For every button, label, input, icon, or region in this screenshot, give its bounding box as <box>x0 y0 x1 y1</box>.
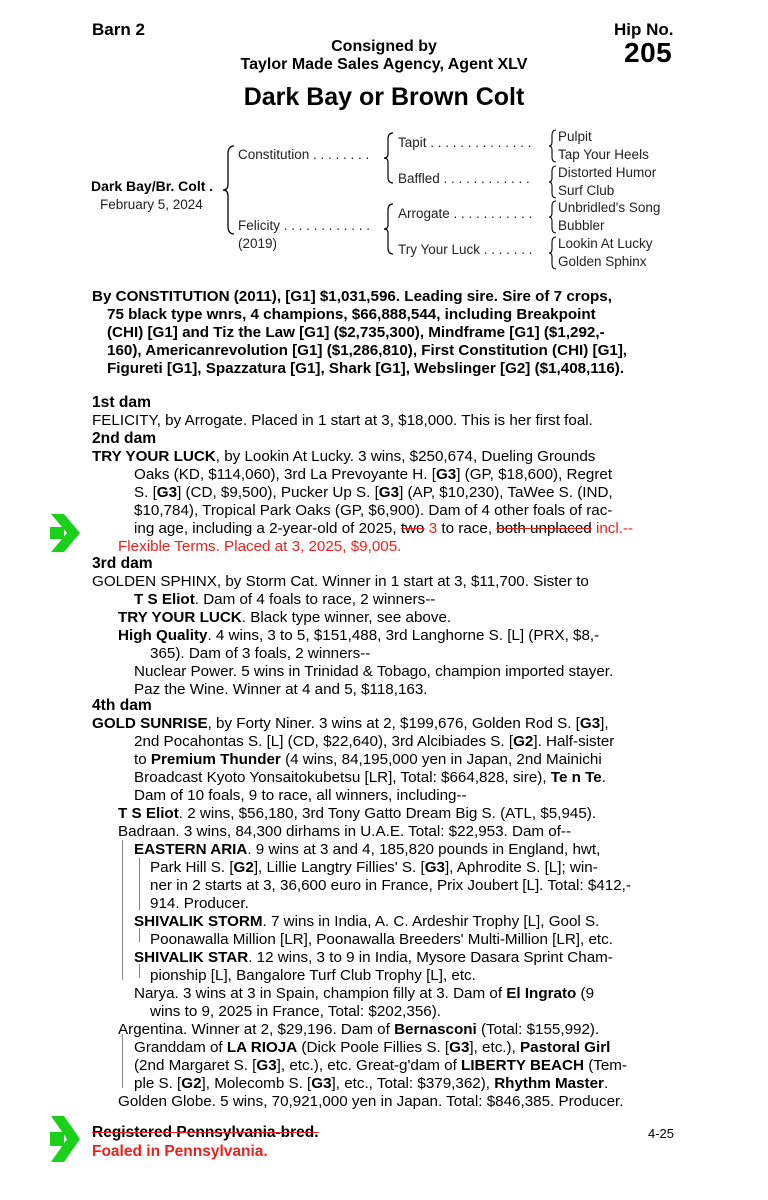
pedigree-sire-sire: Tapit . . . . . . . . . . . . . . <box>398 135 532 150</box>
grade: G3 <box>435 466 457 483</box>
inserted-text: incl.-- <box>595 520 634 537</box>
text: ] (AP, $10,230), TaWee S. (IND, <box>399 484 613 501</box>
horse-name: T S Eliot <box>118 805 179 822</box>
fourth-dam-line: pionship [L], Bangalore Turf Club Trophy [L], etc. <box>150 967 476 984</box>
fourth-dam-heading: 4th dam <box>92 697 152 714</box>
pedigree-g6: Bubbler <box>558 218 605 233</box>
text: (9 <box>576 985 595 1002</box>
pedigree-subject: Dark Bay/Br. Colt . <box>91 178 214 194</box>
text: . Dam of 4 foals to race, 2 winners-- <box>194 591 436 608</box>
first-dam-heading: 1st dam <box>92 394 151 411</box>
fourth-dam-line <box>134 1057 627 1075</box>
text: , by Forty Niner. 3 wins at 2, $199,676, Golden Rod S. [ <box>207 715 580 732</box>
dam-text: , by Arrogate. Placed in 1 start at 3, $18,000. This is her first foal. <box>156 412 593 429</box>
pedigree-brace <box>548 235 558 271</box>
fourth-dam-line <box>134 841 600 859</box>
text: Narya. 3 wins at 3 in Spain, champion filly at 3. Dam of <box>134 985 507 1002</box>
fourth-dam-line: Golden Globe. 5 wins, 70,921,000 yen in Japan. Total: $846,385. Producer. <box>118 1093 624 1110</box>
inserted-text: 3 <box>428 520 438 537</box>
horse-name: T S Eliot <box>134 591 195 608</box>
family-line <box>139 858 140 910</box>
text: (Tem- <box>583 1057 627 1074</box>
text: ], <box>600 715 609 732</box>
horse-name: Te n Te <box>550 769 602 786</box>
fourth-dam-line <box>118 1021 599 1039</box>
third-dam-line: 365). Dam of 3 foals, 2 winners-- <box>150 645 371 662</box>
fourth-dam-line <box>134 1075 608 1093</box>
text: ]. Half-sister <box>533 733 615 750</box>
text: ing age, including a 2-year-old of 2025, <box>134 520 397 537</box>
dam-name: GOLD SUNRISE <box>92 715 208 732</box>
pedigree-sire: Constitution . . . . . . . . <box>238 147 370 162</box>
grade: G3 <box>378 484 400 501</box>
second-dam-line <box>134 466 612 484</box>
text: (Dick Poole Fillies S. [ <box>297 1039 450 1056</box>
hip-number: 205 <box>624 37 673 68</box>
fourth-dam-line <box>134 913 599 931</box>
consigned-by: Consigned by <box>331 38 437 55</box>
text: ], etc.), etc. Great-g'dam of <box>276 1057 462 1074</box>
fourth-dam-line: Badraan. 3 wins, 84,300 dirhams in U.A.E. Total: $22,953. Dam of-- <box>118 823 572 840</box>
pedigree-brace <box>383 201 395 257</box>
horse-name: Rhythm Master <box>494 1075 604 1092</box>
fourth-dam-line <box>92 715 609 733</box>
horse-name: Pastoral Girl <box>520 1039 611 1056</box>
sire-line: By CONSTITUTION (2011), [G1] $1,031,596. Leading sire. Sire of 7 crops, <box>92 288 612 305</box>
text: . Black type winner, see above. <box>241 609 452 626</box>
text: ] (GP, $18,600), Regret <box>456 466 613 483</box>
text: Argentina. Winner at 2, $29,196. Dam of <box>118 1021 395 1038</box>
text: Broadcast Kyoto Yonsaitokubetsu [LR], Total: $664,828, sire), <box>134 769 551 786</box>
horse-name: LIBERTY BEACH <box>461 1057 584 1074</box>
text: (4 wins, 84,195,000 yen in Japan, 2nd Mainichi <box>280 751 602 768</box>
grade: G3 <box>424 859 445 876</box>
text: . 12 wins, 3 to 9 in India, Mysore Dasara Sprint Cham- <box>248 949 613 966</box>
horse-name: High Quality <box>118 627 208 644</box>
dam-name: FELICITY <box>92 412 157 429</box>
text: . 7 wins in India, A. C. Ardeshir Trophy [L], Gool S. <box>262 913 600 930</box>
horse-name: LA RIOJA <box>226 1039 298 1056</box>
grade: G3 <box>311 1075 332 1092</box>
fourth-dam-line: Poonawalla Million [LR], Poonawalla Breeders' Multi-Million [LR], etc. <box>150 931 613 948</box>
pedigree-dam-sire: Arrogate . . . . . . . . . . . <box>398 206 533 221</box>
horse-name: Bernasconi <box>394 1021 477 1038</box>
pedigree-g5: Unbridled's Song <box>558 200 661 215</box>
pedigree-brace <box>548 164 558 200</box>
pedigree-g8: Golden Sphinx <box>558 254 647 269</box>
pedigree-brace <box>383 130 395 186</box>
grade: G3 <box>256 1057 277 1074</box>
second-dam-line: $10,784), Tropical Park Oaks (GP, $6,900). Dam of 4 other foals of rac- <box>134 502 613 519</box>
pedigree-dam-year: (2019) <box>238 236 278 251</box>
fourth-dam-line <box>134 985 594 1003</box>
family-line <box>122 910 123 980</box>
text: ], etc.), <box>469 1039 521 1056</box>
dam-name: TRY YOUR LUCK <box>92 448 216 465</box>
text: . 9 wins at 3 and 4, 185,820 pounds in England, hwt, <box>247 841 601 858</box>
dam-text: , by Lookin At Lucky. 3 wins, $250,674, Dueling Grounds <box>215 448 596 465</box>
pedigree-g2: Tap Your Heels <box>558 147 649 162</box>
pedigree-brace <box>548 128 558 164</box>
horse-name: EASTERN ARIA <box>134 841 248 858</box>
consignor: Taylor Made Sales Agency, Agent XLV <box>240 56 528 73</box>
hip-label: Hip No. <box>614 20 674 39</box>
text: ], Aphrodite S. [L]; win- <box>444 859 598 876</box>
fourth-dam-line <box>134 769 606 787</box>
text: S. [ <box>134 484 157 501</box>
page-code: 4-25 <box>648 1126 675 1141</box>
grade: G3 <box>449 1039 470 1056</box>
pedigree-g3: Distorted Humor <box>558 165 657 180</box>
third-dam-heading: 3rd dam <box>92 555 153 572</box>
pedigree-dam: Felicity . . . . . . . . . . . . <box>238 218 371 233</box>
text: to <box>134 751 151 768</box>
second-dam-update: Flexible Terms. Placed at 3, 2025, $9,005. <box>118 538 402 555</box>
horse-name: TRY YOUR LUCK <box>118 609 242 626</box>
second-dam-line <box>92 448 595 466</box>
text: . <box>603 1075 609 1092</box>
text: ], etc., Total: $379,362), <box>331 1075 495 1092</box>
horse-name: Premium Thunder <box>150 751 281 768</box>
second-dam-heading: 2nd dam <box>92 430 157 447</box>
fourth-dam-line <box>150 859 598 877</box>
sire-line: 75 black type wnrs, 4 champions, $66,888,544, including Breakpoint <box>107 306 596 323</box>
text: (Total: $155,992). <box>476 1021 600 1038</box>
fourth-dam-line <box>134 949 613 967</box>
horse-name: SHIVALIK STORM <box>134 913 263 930</box>
grade: G2 <box>233 859 254 876</box>
text: 2nd Pocahontas S. [L] (CD, $22,640), 3rd Alcibiades S. [ <box>134 733 514 750</box>
text: . 2 wins, $56,180, 3rd Tony Gatto Dream Big S. (ATL, $5,945). <box>178 805 597 822</box>
struck-text: two <box>400 520 425 537</box>
third-dam-line: Nuclear Power. 5 wins in Trinidad & Tobago, champion imported stayer. <box>134 663 614 680</box>
pedigree-g4: Surf Club <box>558 183 615 198</box>
arrow-right-icon <box>48 1114 82 1164</box>
page-title: Dark Bay or Brown Colt <box>243 83 525 111</box>
arrow-right-icon <box>48 512 82 554</box>
second-dam-line <box>134 484 613 502</box>
third-dam-line: Paz the Wine. Winner at 4 and 5, $118,163. <box>134 681 428 698</box>
sire-line: 160), Americanrevolution [G1] ($1,286,810), First Constitution (CHI) [G1], <box>107 342 628 359</box>
first-dam-line <box>92 412 593 430</box>
second-dam-line <box>134 520 633 538</box>
text: . <box>601 769 606 786</box>
family-line <box>122 1034 123 1088</box>
text: to race, <box>441 520 493 537</box>
fourth-dam-line: Dam of 10 foals, 9 to race, all winners, including-- <box>134 787 467 804</box>
sire-line: (CHI) [G1] and Tiz the Law [G1] ($2,735,300), Mindframe [G1] ($1,292,- <box>107 324 605 341</box>
footer-struck-text: Registered Pennsylvania-bred. <box>92 1124 319 1141</box>
pedigree-dam-dam: Try Your Luck . . . . . . . <box>398 242 533 257</box>
text: . 4 wins, 3 to 5, $151,488, 3rd Langhorne S. [L] (PRX, $8,- <box>207 627 600 644</box>
footer-update-text: Foaled in Pennsylvania. <box>92 1143 268 1160</box>
third-dam-line <box>134 591 435 609</box>
pedigree-sire-dam: Baffled . . . . . . . . . . . . <box>398 171 530 186</box>
fourth-dam-line: ner in 2 starts at 3, 36,600 euro in France, Prix Joubert [L]. Total: $412,- <box>150 877 631 894</box>
third-dam-line <box>118 609 451 627</box>
grade: G2 <box>181 1075 202 1092</box>
third-dam-line <box>118 627 599 645</box>
fourth-dam-line: wins to 9, 2025 in France, Total: $202,356). <box>150 1003 441 1020</box>
text: ], Molecomb S. [ <box>201 1075 312 1092</box>
text: (2nd Margaret S. [ <box>134 1057 257 1074</box>
text: Granddam of <box>134 1039 227 1056</box>
text: Oaks (KD, $114,060), 3rd La Prevoyante H. [ <box>134 466 436 483</box>
text: ], Lillie Langtry Fillies' S. [ <box>253 859 425 876</box>
pedigree-g7: Lookin At Lucky <box>558 236 653 251</box>
pedigree-foaled: February 5, 2024 <box>100 197 203 212</box>
grade: G3 <box>579 715 601 732</box>
horse-name: El Ingrato <box>506 985 577 1002</box>
fourth-dam-line <box>134 751 602 769</box>
fourth-dam-line: 914. Producer. <box>150 895 249 912</box>
horse-name: SHIVALIK STAR <box>134 949 249 966</box>
pedigree-g1: Pulpit <box>558 129 592 144</box>
family-line <box>122 840 123 910</box>
text: ] (CD, $9,500), Pucker Up S. [ <box>177 484 379 501</box>
fourth-dam-line <box>118 805 596 823</box>
pedigree-brace <box>222 142 236 238</box>
sire-line: Figureti [G1], Spazzatura [G1], Shark [G1], Webslinger [G2] ($1,408,116). <box>107 360 625 377</box>
fourth-dam-line <box>134 733 614 751</box>
third-dam-line: GOLDEN SPHINX, by Storm Cat. Winner in 1 start at 3, $11,700. Sister to <box>92 573 589 590</box>
grade: G2 <box>513 733 534 750</box>
struck-text: both unplaced <box>496 520 592 537</box>
pedigree-brace <box>548 199 558 235</box>
barn-label: Barn 2 <box>92 20 145 39</box>
grade: G3 <box>156 484 178 501</box>
text: Park Hill S. [ <box>150 859 234 876</box>
text: ple S. [ <box>134 1075 182 1092</box>
fourth-dam-line <box>134 1039 610 1057</box>
